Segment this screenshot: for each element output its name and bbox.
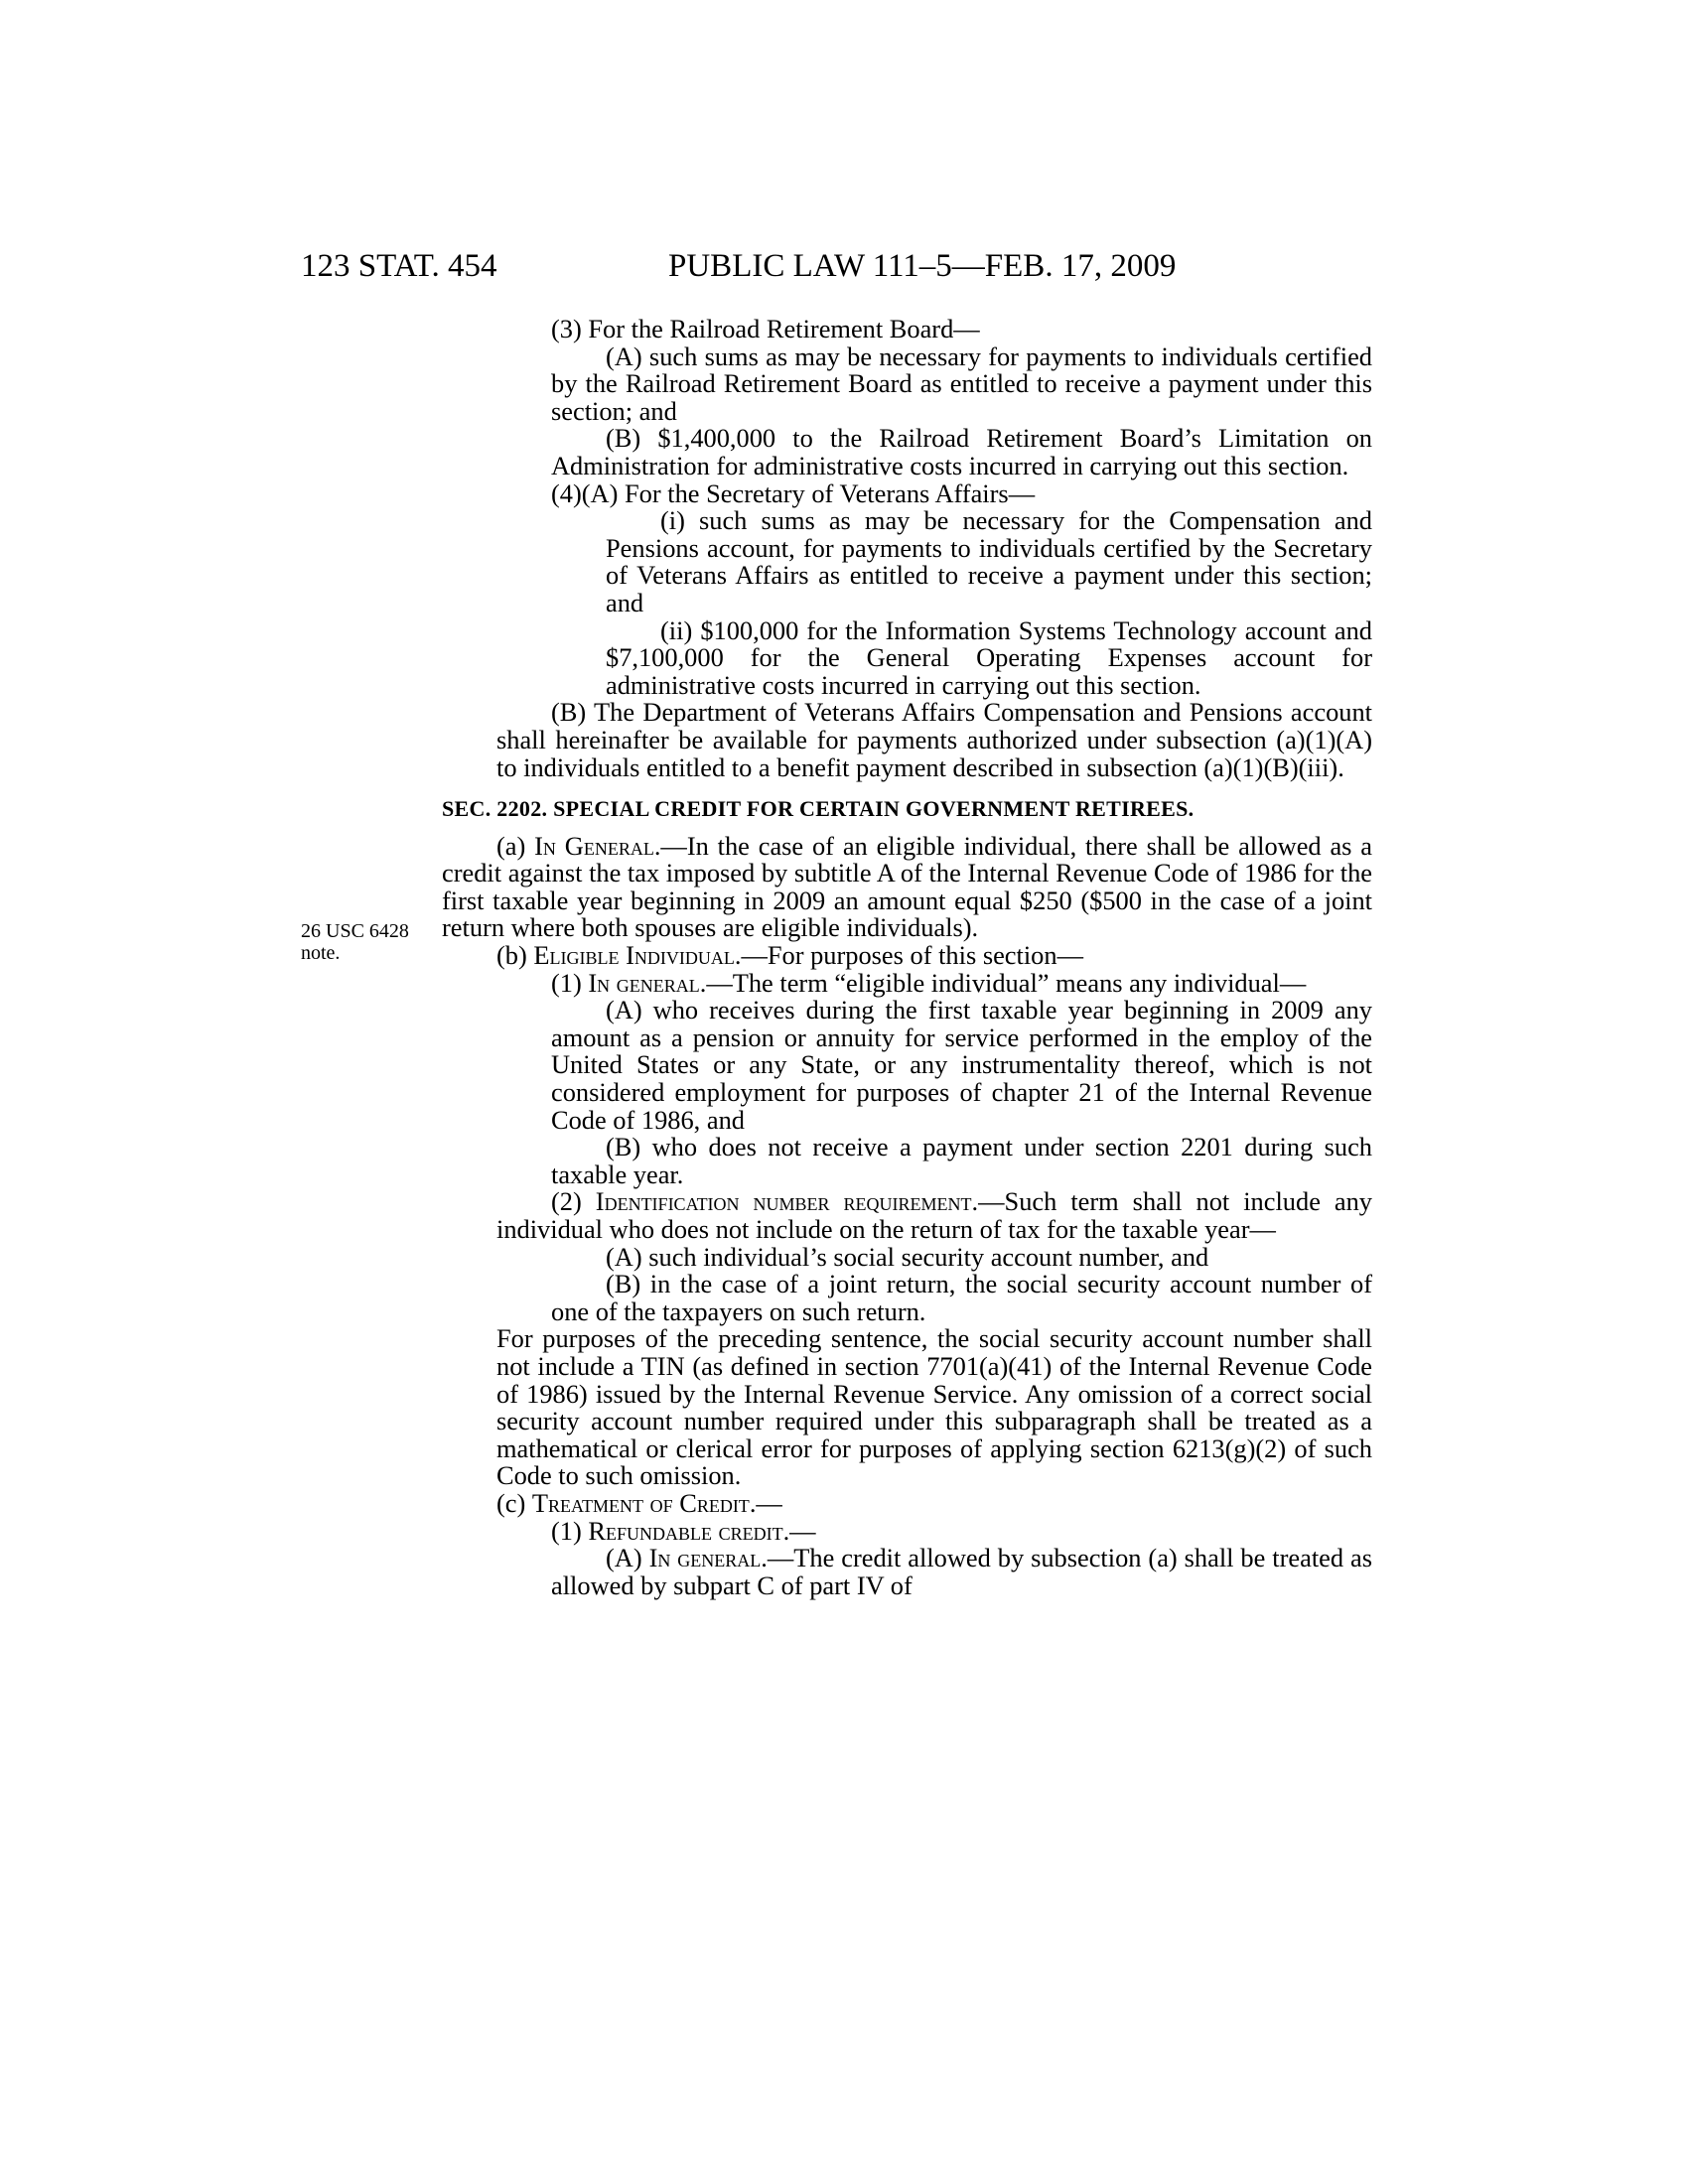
paragraph-4B: (B) The Department of Veterans Affairs Compensation and Pensions account shall hereinafter be available for payments authorized under subsection (a)(1)(A) to individuals entitled to a benefit payment described in subsection (a)(1)(B)(iii). [496, 697, 1372, 782]
subparagraph-b1A: (A) who receives during the first taxable year beginning in 2009 any amount as a pension or annuity for service performed in the employ of the United States or any State, or any instrumentality thereof, which is not considered employment for purposes of chapter 21 of the Internal Revenue Code of 1986, and [551, 995, 1372, 1135]
paragraph-c1 [496, 1515, 1372, 1546]
subsection-c-label: (c) [496, 1487, 532, 1518]
clause-4Ai: (i) such sums as may be necessary for the Compensation and Pensions account, for payments to individuals certified by the Secretary of Veterans Affairs as entitled to receive a payment under this section; and [606, 505, 1372, 617]
subsection-b-caption: Eligible Individual [533, 940, 735, 971]
paragraph-b1-text: .—The term “eligible individual” means any individual— [699, 967, 1307, 998]
margin-note [301, 920, 430, 964]
subsection-b-text: .—For purposes of this section— [734, 940, 1083, 971]
paragraph-3A: (A) such sums as may be necessary for payments to individuals certified by the Railroad Retirement Board as entitled to receive a payment under this section; and [551, 341, 1372, 426]
paragraph-c1-label: (1) [551, 1515, 589, 1546]
subsection-b-label: (b) [496, 940, 534, 971]
subparagraph-c1A [496, 1545, 1372, 1599]
subsection-a-label: (a) [496, 830, 535, 861]
subparagraph-c1A-text: .—The credit allowed by subsection (a) shall be treated as allowed by subpart C of part IV of [551, 1543, 1372, 1600]
paragraph-b1-label: (1) [551, 967, 589, 998]
subsection-b [496, 942, 1372, 970]
paragraph-3-heading: (3) For the Railroad Retirement Board— [551, 314, 980, 343]
paragraph-4A-heading: (4)(A) For the Secretary of Veterans Affairs— [551, 478, 1036, 508]
stat-page-number: 123 STAT. 454 [301, 248, 497, 284]
paragraph-b2-label: (2) [551, 1186, 596, 1217]
paragraph-b1-caption: In general [588, 967, 700, 998]
clause-4Aii: (ii) $100,000 for the Information Systems Technology account and $7,100,000 for the General Operating Expenses account for administrative costs incurred in carrying out this section. [606, 614, 1372, 700]
margin-note-citation: 26 USC 6428 [301, 920, 409, 942]
statute-text [442, 314, 1373, 1600]
subparagraph-b1B: (B) who does not receive a payment under section 2201 during such taxable year. [551, 1132, 1372, 1189]
subsection-a-caption: In General [534, 830, 654, 861]
subparagraph-b2A: (A) such individual’s social security account number, and [606, 1241, 1209, 1272]
subparagraph-c1A-label: (A) [606, 1543, 649, 1573]
paragraph-b1 [496, 967, 1372, 998]
subsection-c-caption: Treatment of Credit [531, 1487, 750, 1518]
running-title: PUBLIC LAW 111–5—FEB. 17, 2009 [668, 248, 1177, 284]
subparagraph-b2B: (B) in the case of a joint return, the social security account number of one of the taxpayers on such return. [551, 1269, 1372, 1326]
subsection-a-text: .—In the case of an eligible individual, there shall be allowed as a credit against the tax imposed by subtitle A of the Internal Revenue Code of 1986 for the first taxable year beginning in 2009 an amount equal $250 ($500 in the case of a joint return where both spouses are eligible individuals). [442, 830, 1372, 943]
margin-note-label: note. [301, 942, 341, 964]
subsection-a [442, 830, 1372, 943]
paragraph-3B: (B) $1,400,000 to the Railroad Retirement Board’s Limitation on Administration for administrative costs incurred in carrying out this section. [551, 423, 1372, 480]
subsection-c-text: .— [749, 1487, 782, 1518]
subparagraph-c1A-caption: In general [648, 1543, 762, 1573]
paragraph-b2-flush-text: For purposes of the preceding sentence, the social security account number shall not include a TIN (as defined in section 7701(a)(41) of the Internal Revenue Code of 1986) issued by the Internal Revenue Service. Any omission of a correct social security account number required under this subparagraph shall be treated as a mathematical or clerical error for purposes of applying section 6213(g)(2) of such Code to such omission. [496, 1323, 1372, 1491]
paragraph-c1-text: .— [782, 1515, 816, 1546]
paragraph-b2-text: .—Such term shall not include any individual who does not include on the return of tax for the taxable year— [496, 1186, 1373, 1244]
paragraph-b2 [496, 1188, 1372, 1243]
section-heading: SEC. 2202. SPECIAL CREDIT FOR CERTAIN GOVERNMENT RETIREES. [442, 796, 1195, 822]
paragraph-c1-caption: Refundable credit [588, 1515, 783, 1546]
subsection-c [496, 1487, 1372, 1518]
paragraph-b2-caption: Identification number requirement [595, 1186, 972, 1217]
